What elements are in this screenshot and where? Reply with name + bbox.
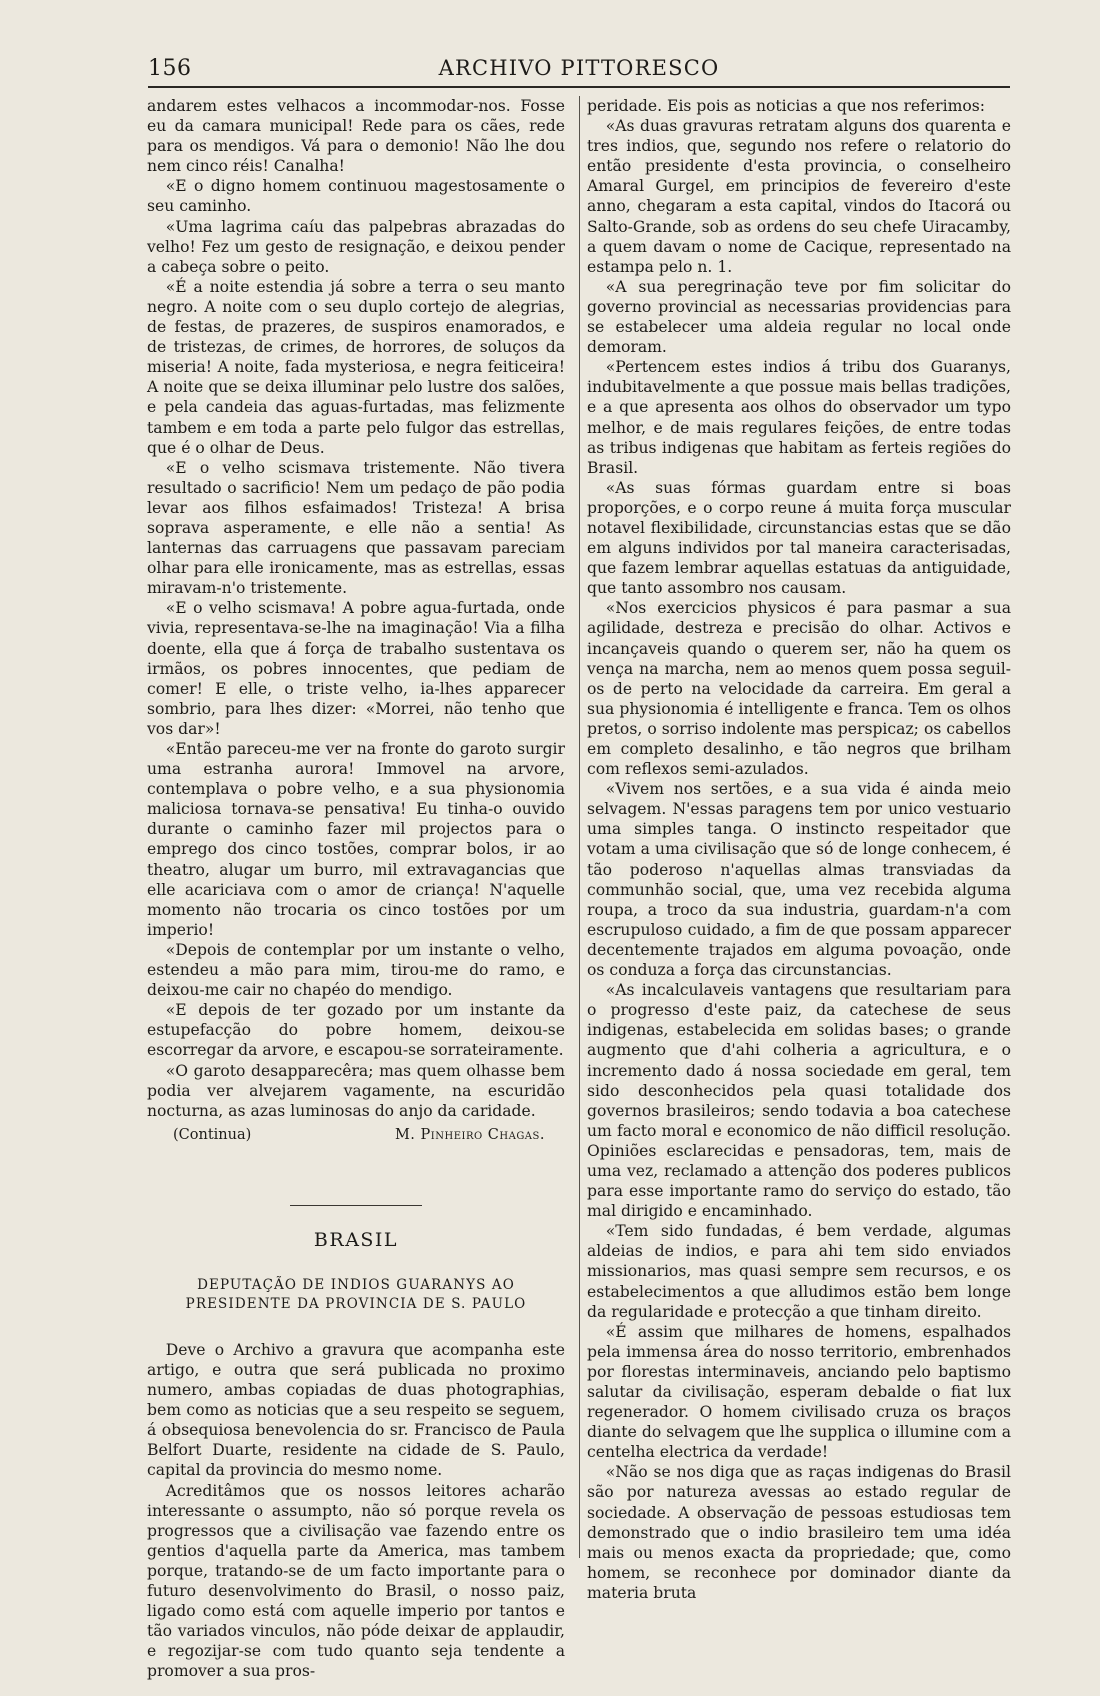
right-column (587, 96, 1011, 1602)
paragraph: «Não se nos diga que as raças indigenas do Brasil são por natureza avessas ao estado regular de sociedade. A observação de pessoas estudiosas tem demonstrado que o indio brasileiro tem uma idéa mais ou menos exacta da propriedade; que, como homem, se reconhece por dominador diante da materia bruta (587, 1463, 1011, 1602)
paragraph: «As incalculaveis vantagens que resultariam para o progresso d'este paiz, da catechese de seus indigenas, estabelecida em solidas bases; o grande augmento que d'ahi colheria a agricultura, e o incremento dado á nossa sociedade em geral, tem sido desconhecidos pela quasi totalidade dos governos brasileiros; sendo todavia a boa catechese um facto moral e economico de não difficil resolução. Opiniões esclarecidas e pensadoras, tem, mais de uma vez, reclamado a attenção dos poderes publicos para esse importante ramo do serviço do estado, tão mal dirigido e encaminhado. (587, 981, 1011, 1221)
paragraph: «As suas fórmas guardam entre si boas proporções, e o corpo reune á muita força muscular notavel flexibilidade, circunstancias estas que se dão em alguns individos por tal maneira caracterisadas, que fazem lembrar aquellas estatuas da antiguidade, que tanto assombro nos causam. (587, 478, 1011, 598)
paragraph: «Depois de contemplar por um instante o velho, estendeu a mão para mim, tirou-me do ramo, e deixou-me cair no chapéo do mendigo. (147, 940, 565, 1000)
paragraph: peridade. Eis pois as noticias a que nos referimos: (587, 97, 986, 115)
paragraph: «É a noite estendia já sobre a terra o seu manto negro. A noite com o seu duplo cortejo de alegrias, de festas, de prazeres, de suspiros enamorados, e de tristezas, de crimes, de horrores, de soluços da miseria! A noite, fada mysteriosa, e negra feiticeira! A noite que se deixa illuminar pelo lustre dos salões, e pela candeia das aguas-furtadas, mas felizmente tambem e em toda a parte pelo fulgor das estrellas, que é o olhar de Deus. (147, 277, 565, 457)
section-divider (290, 1205, 422, 1206)
author-name: M. Pinheiro Chagas. (394, 1126, 545, 1143)
paragraph: «E depois de ter gozado por um instante da estupefacção do pobre homem, deixou-se escorregar da arvore, e escapou-se sorrateiramente. (147, 1001, 565, 1060)
paragraph: «Nos exercicios physicos é para pasmar a sua agilidade, destreza e precisão do olhar. Activos e incançaveis quando o querem ser, não ha quem os vença na marcha, nem ao menos quem possa seguil-os de perto na velocidade da carreira. Em geral a sua physionomia é intelligente e franca. Tem os olhos pretos, o sorriso indolente mas perspicaz; os cabellos em completo desalinho, e tão negros que brilham com reflexos semi-azulados. (587, 599, 1011, 779)
paragraph: «É assim que milhares de homens, espalhados pela immensa área do nosso territorio, embrenhados por florestas interminaveis, anciando pelo baptismo salutar da civilisação, esperam debalde o fiat lux regenerador. O homem civilisado cruza os braços diante do selvagem que lhe supplica o illumine com a centelha electrica da verdade! (587, 1322, 1011, 1462)
header-rule (148, 86, 1010, 88)
article-signature (147, 1125, 565, 1147)
paragraph: «E o velho scismava! A pobre agua-furtada, onde vivia, representava-se-lhe na imaginação! Via a filha doente, ella que á força de trabalho sustentava os irmãos, os pobres innocentes, que pediam de comer! E elle, o triste velho, ia-lhes apparecer sombrio, para lhes dizer: «Morrei, não tenho que vos dar»! (147, 599, 565, 738)
column-divider (579, 96, 580, 1558)
paragraph: «Tem sido fundadas, é bem verdade, algumas aldeias de indios, e para ahi tem sido enviados missionarios, mas quasi sempre sem recursos, e os estabelecimentos a que alludimos estão bem longe da regularidade e protecção a que tinham direito. (587, 1222, 1011, 1321)
paragraph: «E o velho scismava tristemente. Não tivera resultado o sacrificio! Nem um pedaço de pão podia levar aos filhos esfaimados! Tristeza! A brisa soprava asperamente, e elle não a sentia! As lanternas das carruagens que passavam pareciam olhar para elle ironicamente, mas as estrellas, essas miravam-n'o tristemente. (147, 458, 565, 598)
paragraph: «E o digno homem continuou magestosamente o seu caminho. (147, 177, 565, 216)
journal-title: ARCHIVO PITTORESCO (438, 56, 720, 80)
paragraph: «Uma lagrima caíu das palpebras abrazadas do velho! Fez um gesto de resignação, e deixou pender a cabeça sobre o peito. (147, 217, 565, 276)
paragraph: Acreditâmos que os nossos leitores acharão interessante o assumpto, não só porque revela os progressos que a civilisação vae fazendo entre os gentios d'aquella parte da America, mas tambem porque, tratando-se de um facto importante para o futuro desenvolvimento do Brasil, o nosso paiz, ligado como está com aquelle imperio por tantos e tão variados vinculos, não póde deixar de applaudir, e regozijar-se com tudo quanto seja tendente a promover a sua pros- (147, 1481, 565, 1681)
paragraph: «A sua peregrinação teve por fim solicitar do governo provincial as necessarias providencias para se estabelecer uma aldeia regular no local onde demoram. (587, 277, 1011, 357)
page-header (148, 56, 1010, 86)
left-column (147, 96, 565, 1681)
page-number: 156 (148, 56, 192, 81)
paragraph: «Vivem nos sertões, e a sua vida é ainda meio selvagem. N'essas paragens tem por unico vestuario uma simples tanga. O instincto respeitador que votam a uma civilisação que só de longe conhecem, é tão poderoso n'aquellas almas transviadas da communhão social, que, uma vez recebida alguma roupa, a troco da sua industria, guardam-n'a com escrupuloso cuidado, a fim de que possam apparecer decentemente trajados em alguma povoação, onde os conduza a força das circunstancias. (587, 780, 1011, 980)
paragraph: andarem estes velhacos a incommodar-nos. Fosse eu da camara municipal! Rede para os cães, rede para os mendigos. Vá para o demonio! Não lhe dou nem cinco réis! Canalha! (147, 97, 565, 176)
section-body (147, 1340, 565, 1682)
paragraph: «O garoto desapparecêra; mas quem olhasse bem podia ver alvejarem vagamente, na escuridão nocturna, as azas luminosas do anjo da caridade. (147, 1061, 565, 1120)
section-subtitle: DEPUTAÇÃO DE INDIOS GUARANYS AO PRESIDENTE DA PROVINCIA DE S. PAULO (185, 1276, 527, 1312)
paragraph: Deve o Archivo a gravura que acompanha este artigo, e outra que será publicada no proximo numero, ambas copiadas de duas photographias, bem como as noticias que a seu respeito se seguem, á obsequiosa benevolencia do sr. Francisco de Paula Belfort Duarte, residente na cidade de S. Paulo, capital da provincia do mesmo nome. (147, 1340, 565, 1480)
paragraph: «Pertencem estes indios á tribu dos Guaranys, indubitavelmente a que possue mais bellas tradições, e a que apresenta aos olhos do observador um typo melhor, e de mais regulares feições, de entre todas as tribus indigenas que habitam as ferteis regiões do Brasil. (587, 358, 1011, 477)
continua-note: (Continua) (173, 1126, 252, 1143)
paragraph: «As duas gravuras retratam alguns dos quarenta e tres indios, que, segundo nos refere o relatorio do então presidente d'esta provincia, o conselheiro Amaral Gurgel, em principios de fevereiro d'este anno, chegaram a esta capital, vindos do Itacorá ou Salto-Grande, sob as ordens do seu chefe Uiracamby, a quem davam o nome de Cacique, representado na estampa pelo n. 1. (587, 117, 1011, 276)
section-title: BRASIL (313, 1228, 399, 1251)
paragraph: «Então pareceu-me ver na fronte do garoto surgir uma estranha aurora! Immovel na arvore, contemplava o pobre velho, e a sua physionomia maliciosa tornava-se pensativa! Eu tinha-o ouvido durante o caminho fazer mil projectos para o emprego dos cinco tostões, comprar bolos, ir ao theatro, alugar um burro, mil extravagancias que elle acariciava com o amor de criança! N'aquelle momento não trocaria os cinco tostões por um imperio! (147, 740, 565, 939)
